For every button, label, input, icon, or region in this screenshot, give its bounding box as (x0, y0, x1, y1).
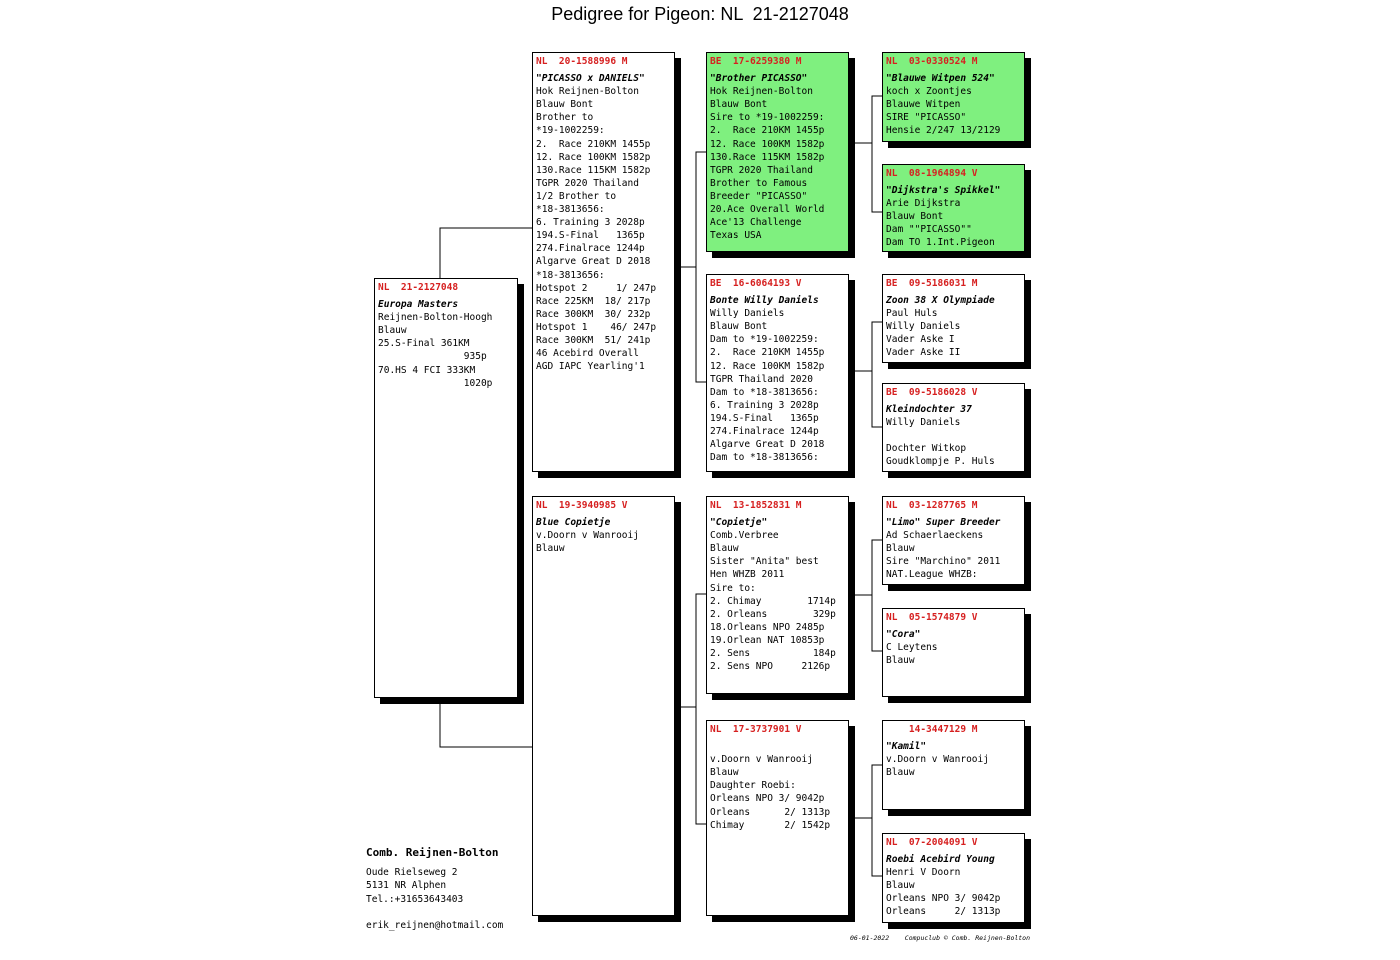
info-line: Blauw (536, 543, 565, 555)
info-line: NAT.League WHZB: (886, 569, 978, 581)
info-line: 12. Race 100KM 1582p (710, 360, 825, 372)
sire-card (532, 52, 675, 472)
info-line: SIRE "PICASSO" (886, 112, 967, 124)
sire-sire-dam-card (882, 164, 1025, 252)
info-line: 1/2 Brother to (536, 190, 617, 202)
info-line: *18-3813656: (536, 269, 605, 281)
owner-email: erik_reijnen@hotmail.com (366, 920, 504, 931)
info-line: 2. Orleans 329p (710, 608, 836, 620)
dam-sire-dam-card (882, 608, 1025, 697)
pigeon-name: "Copietje" (710, 517, 768, 529)
info-line: Dam to *18-3813656: (710, 386, 819, 398)
info-line: Orleans 2/ 1313p (886, 906, 1001, 918)
info-line: 20.Ace Overall World (710, 204, 825, 216)
owner-phone: Tel.:+31653643403 (366, 893, 464, 905)
info-line: Blauw (886, 880, 915, 892)
info-line: Reijnen-Bolton-Hoogh (378, 312, 493, 324)
pigeon-name: "Dijkstra's Spikkel" (886, 185, 1001, 197)
info-line: Daughter Roebi: (710, 780, 796, 792)
info-line: Algarve Great D 2018 (710, 439, 825, 451)
ring-number: NL 07-2004091 V (886, 837, 978, 848)
dam-sire-card (706, 496, 849, 694)
info-line: Brother to (536, 112, 594, 124)
info-line: Dochter Witkop (886, 443, 967, 455)
pigeon-name: "Kamil" (886, 741, 927, 753)
sire-dam-card (706, 274, 849, 472)
info-line: Blauwe Witpen (886, 99, 961, 111)
info-line: Hok Reijnen-Bolton (710, 86, 813, 98)
info-line: 2. Race 210KM 1455p (536, 138, 651, 150)
ring-number: NL 03-1287765 M (886, 500, 978, 511)
ring-number: 14-3447129 M (886, 724, 978, 735)
owner-address-line: 5131 NR Alphen (366, 880, 447, 891)
info-line: 12. Race 100KM 1582p (710, 138, 825, 150)
info-line: Goudklompje P. Huls (886, 456, 995, 468)
info-line: v.Doorn v Wanrooij (886, 754, 989, 766)
info-line: TGPR Thailand 2020 (710, 373, 813, 385)
pigeon-name: "Blauwe Witpen 524" (886, 73, 995, 85)
pigeon-name: Kleindochter 37 (886, 404, 972, 416)
info-line: 70.HS 4 FCI 333KM (378, 364, 476, 376)
info-line: Orleans NPO 3/ 9042p (710, 793, 825, 805)
info-line: Race 300KM 30/ 232p (536, 308, 651, 320)
ring-number: BE 17-6259380 M (710, 56, 802, 67)
info-line: Blauw Bont (710, 99, 768, 111)
dam-card (532, 496, 675, 916)
info-line: 935p (378, 351, 487, 363)
info-line: Willy Daniels (886, 321, 961, 333)
info-line: AGD IAPC Yearling'1 (536, 361, 645, 373)
info-line: v.Doorn v Wanrooij (710, 754, 813, 766)
info-line: Sire to: (710, 582, 756, 594)
info-line: Arie Dijkstra (886, 198, 961, 210)
footer-credit: 06-01-2022 Compuclub © Comb. Reijnen-Bolton (850, 934, 1031, 942)
info-line: 2. Sens 184p (710, 648, 836, 660)
info-line: Dam to *19-1002259: (710, 334, 819, 346)
info-line: 130.Race 115KM 1582p (536, 164, 651, 176)
info-line: 18.Orleans NPO 2485p (710, 621, 825, 633)
pigeon-name: Europa Masters (378, 299, 459, 311)
info-line: Hotspot 2 1/ 247p (536, 282, 657, 294)
pigeon-name: "Brother PICASSO" (710, 73, 808, 85)
info-line: Brother to Famous (710, 177, 808, 189)
dam-dam-sire-card (882, 720, 1025, 810)
info-line: 1020p (378, 377, 493, 389)
ring-number: NL 13-1852831 M (710, 500, 802, 511)
info-line: 25.S-Final 361KM (378, 338, 470, 350)
info-line: Dam to *18-3813656: (710, 452, 819, 464)
info-line: Sire to *19-1002259: (710, 112, 825, 124)
info-line: Willy Daniels (886, 417, 961, 429)
info-line: Blauw (886, 543, 915, 555)
info-line: Blauw (710, 767, 739, 779)
info-line: Paul Huls (886, 308, 938, 320)
info-line: Blauw (886, 767, 915, 779)
info-line: Blauw Bont (536, 99, 594, 111)
info-line: Sister "Anita" best (710, 556, 819, 568)
sire-dam-sire-card (882, 274, 1025, 363)
info-line: Willy Daniels (710, 308, 785, 320)
info-line: Race 300KM 51/ 241p (536, 334, 651, 346)
dam-dam-dam-card (882, 833, 1025, 923)
dam-dam-card (706, 720, 849, 916)
info-line: Hok Reijnen-Bolton (536, 86, 639, 98)
info-line: 194.S-Final 1365p (536, 230, 645, 242)
pigeon-name: Blue Copietje (536, 517, 611, 529)
sire-dam-dam-card (882, 383, 1025, 472)
info-line: Vader Aske I (886, 334, 955, 346)
subject-card (374, 278, 518, 698)
info-line: TGPR 2020 Thailand (536, 177, 639, 189)
info-line: C Leytens (886, 642, 938, 654)
info-line: 130.Race 115KM 1582p (710, 151, 825, 163)
sire-sire-sire-card (882, 52, 1025, 142)
info-line: 6. Training 3 2028p (536, 217, 645, 229)
info-line: koch x Zoontjes (886, 86, 972, 98)
info-line: Orleans 2/ 1313p (710, 806, 831, 818)
info-line (886, 429, 1021, 442)
ring-number: NL 03-0330524 M (886, 56, 978, 67)
info-line: Hotspot 1 46/ 247p (536, 321, 657, 333)
info-line: Chimay 2/ 1542p (710, 819, 831, 831)
ring-number: BE 09-5186031 M (886, 278, 978, 289)
info-line: v.Doorn v Wanrooij (536, 530, 639, 542)
info-line: Blauw Bont (710, 321, 768, 333)
info-line: Ad Schaerlaeckens (886, 530, 984, 542)
ring-number: NL 21-2127048 (378, 282, 459, 293)
owner-info (366, 846, 503, 933)
info-line: Orleans NPO 3/ 9042p (886, 893, 1001, 905)
info-line: Vader Aske II (886, 347, 961, 359)
pigeon-name: Zoon 38 X Olympiade (886, 295, 995, 307)
info-line: Sire "Marchino" 2011 (886, 556, 1001, 568)
info-line: Dam TO 1.Int.Pigeon (886, 237, 995, 249)
info-line: 274.Finalrace 1244p (710, 426, 819, 438)
ring-number: NL 08-1964894 V (886, 168, 978, 179)
info-line: 2. Sens NPO 2126p (710, 661, 831, 673)
info-line: Breeder "PICASSO" (710, 190, 808, 202)
info-line: *19-1002259: (536, 125, 605, 137)
info-line: TGPR 2020 Thailand (710, 164, 813, 176)
pigeon-name: Bonte Willy Daniels (710, 295, 819, 307)
info-line: Henri V Doorn (886, 867, 961, 879)
ring-number: NL 05-1574879 V (886, 612, 978, 623)
info-line: Blauw (886, 655, 915, 667)
ring-number: BE 09-5186028 V (886, 387, 978, 398)
info-line: Texas USA (710, 230, 762, 242)
ring-number: NL 17-3737901 V (710, 724, 802, 735)
dam-sire-sire-card (882, 496, 1025, 585)
pigeon-name: "Cora" (886, 629, 921, 641)
info-line: Dam ""PICASSO"" (886, 224, 972, 236)
pigeon-name: "PICASSO x DANIELS" (536, 73, 645, 85)
info-line: 194.S-Final 1365p (710, 412, 819, 424)
pigeon-name: Roebi Acebird Young (886, 854, 995, 866)
owner-address-line: Oude Rielseweg 2 (366, 866, 458, 878)
info-line: Blauw (378, 325, 407, 337)
info-line: Blauw (710, 543, 739, 555)
info-line: 2. Chimay 1714p (710, 595, 836, 607)
ring-number: NL 19-3940985 V (536, 500, 628, 511)
info-line: 46 Acebird Overall (536, 348, 639, 360)
info-line: Algarve Great D 2018 (536, 256, 651, 268)
page-title: Pedigree for Pigeon: NL 21-2127048 (551, 4, 849, 24)
owner-name: Comb. Reijnen-Bolton (366, 846, 499, 859)
info-line: *18-3813656: (536, 204, 605, 216)
pigeon-name (710, 740, 845, 753)
info-line: 19.Orlean NAT 10853p (710, 634, 825, 646)
pigeon-name: "Limo" Super Breeder (886, 517, 1001, 529)
info-line: Hensie 2/247 13/2129 (886, 125, 1001, 137)
info-line: 2. Race 210KM 1455p (710, 125, 825, 137)
info-line: 274.Finalrace 1244p (536, 243, 645, 255)
info-line: 12. Race 100KM 1582p (536, 151, 651, 163)
info-line: Comb.Verbree (710, 530, 779, 542)
info-line: Ace'13 Challenge (710, 217, 802, 229)
ring-number: BE 16-6064193 V (710, 278, 802, 289)
info-line: Race 225KM 18/ 217p (536, 295, 651, 307)
info-line: Blauw Bont (886, 211, 944, 223)
info-line: 2. Race 210KM 1455p (710, 347, 825, 359)
sire-sire-card (706, 52, 849, 252)
info-line: 6. Training 3 2028p (710, 399, 819, 411)
info-line: Hen WHZB 2011 (710, 569, 785, 581)
ring-number: NL 20-1588996 M (536, 56, 628, 67)
